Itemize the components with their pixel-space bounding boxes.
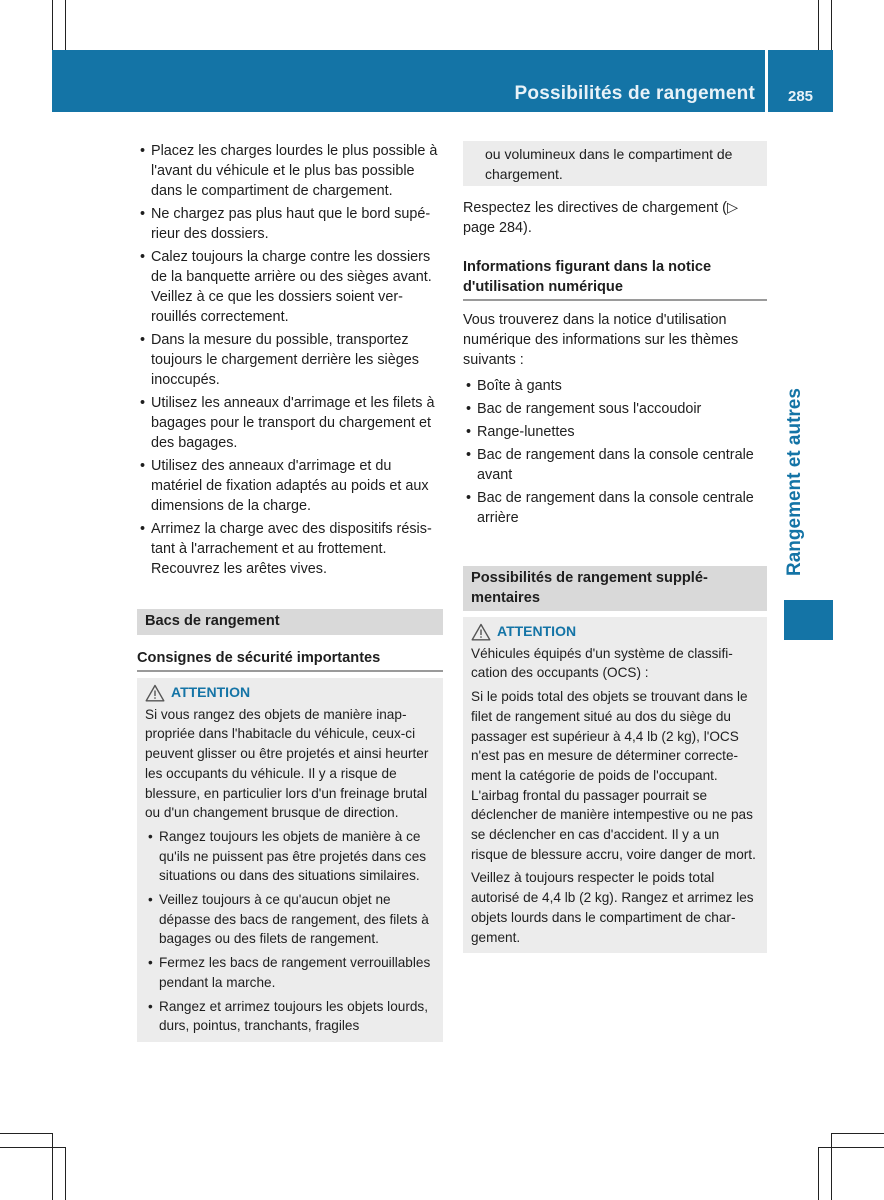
crop-mark	[831, 1133, 884, 1134]
warning-triangle-icon	[145, 684, 165, 702]
chapter-tab-label: Rangement et autres	[784, 388, 805, 577]
list-item: • Placez les charges lourdes le plus possible à l'avant du véhicule et le plus bas possible dans le compartiment de chargement.	[137, 141, 443, 201]
section-heading: Bacs de rangement	[137, 609, 443, 635]
warning-text: Véhicules équipés d'un système de classification des occupants (OCS) :	[471, 645, 733, 681]
page-number-box	[768, 50, 833, 112]
crop-mark	[65, 1147, 66, 1200]
subsection-heading: Consignes de sécurité importantes	[137, 648, 443, 672]
list-item: • Rangez et arrimez toujours les objets lourds, durs, pointus, tranchants, fragiles	[145, 997, 435, 1036]
subsection-heading: Informations figurant dans la notice d'utilisation numérique	[463, 257, 767, 301]
warning-text: Veillez à toujours respecter le poids total autorisé de 4,4 lb (2 kg). Rangez et arrimez les objets lourds dans le compartiment de chargement.	[471, 870, 754, 945]
warning-text: Si le poids total des objets se trouvant dans le filet de rangement situé au dos du siège du passager est supérieur à 4,4 lb (2 kg), l'OCS n'est pas en mesure de déterminer correctement la catégorie de poids de l'occupant. L'airbag frontal du passager pourrait se déclencher de manière intempestive ou ne pas se déclencher en cas d'accident. Il y a un risque de blessure accru, voire danger de mort.	[471, 689, 756, 862]
warning-box	[463, 617, 767, 953]
list-item: • Veillez toujours à ce qu'aucun objet ne dépasse des bacs de rangement, des filets à bagages ou des filets de rangement.	[145, 890, 435, 949]
list-item: • Fermez les bacs de rangement verrouillables pendant la marche.	[145, 953, 435, 992]
list-item: • Arrimez la charge avec des dispositifs résistant à l'arrachement et au frottement. Recouvrez les arêtes vives.	[137, 519, 443, 579]
warning-continuation: ou volumineux dans le compartiment de chargement.	[463, 141, 767, 186]
list-item: • Calez toujours la charge contre les dossiers de la banquette arrière ou des sièges avant. Veillez à ce que les dossiers soient verrouillés correctement.	[137, 247, 443, 327]
info-intro: Vous trouverez dans la notice d'utilisation numérique des informations sur les thèmes suivants :	[463, 312, 739, 368]
crop-mark	[818, 1147, 819, 1200]
section-heading: Possibilités de rangement supplémentaires	[463, 566, 767, 611]
directive-text: Respectez les directives de chargement (▷ page 284).	[463, 200, 739, 236]
warning-text: Si vous rangez des objets de manière inappropriée dans l'habitacle du véhicule, ceux-ci peuvent glisser ou être projetés et ainsi heurter les occupants du véhicule. Il y a risque de blessure, en particulier lors d'un freinage brutal ou d'un changement brusque de direction.	[145, 706, 429, 821]
left-column	[137, 141, 443, 1042]
warning-triangle-icon	[471, 623, 491, 641]
warning-label: ATTENTION	[497, 623, 577, 639]
list-item: • Bac de rangement dans la console centrale avant	[463, 445, 767, 485]
info-bullet-list	[463, 376, 767, 528]
warning-bullet-list	[145, 827, 435, 1036]
page-number: 285	[787, 88, 814, 105]
warning-title	[471, 622, 759, 642]
page-title: Possibilités de rangement	[514, 83, 755, 104]
crop-mark	[52, 1133, 53, 1200]
crop-mark	[52, 0, 53, 50]
crop-mark	[831, 1133, 832, 1200]
crop-mark	[0, 1147, 65, 1148]
list-item: • Utilisez les anneaux d'arrimage et les filets à bagages pour le transport du chargement et des bagages.	[137, 393, 443, 453]
list-item: • Boîte à gants	[463, 376, 767, 396]
list-item: • Bac de rangement dans la console centrale arrière	[463, 488, 767, 528]
warning-title	[145, 683, 435, 703]
crop-mark	[818, 0, 819, 50]
right-column	[463, 141, 767, 953]
crop-mark	[65, 0, 66, 50]
crop-mark	[818, 1147, 884, 1148]
warning-label: ATTENTION	[171, 684, 251, 700]
crop-mark	[831, 0, 832, 50]
list-item: • Rangez toujours les objets de manière à ce qu'ils ne puissent pas être projetés dans ces situations ou dans des situations similaires.	[145, 827, 435, 886]
chapter-tab-marker	[784, 600, 833, 640]
list-item: • Ne chargez pas plus haut que le bord supérieur des dossiers.	[137, 204, 443, 244]
header-bar	[52, 50, 765, 112]
list-item: • Bac de rangement sous l'accoudoir	[463, 399, 767, 419]
list-item: • Utilisez des anneaux d'arrimage et du matériel de fixation adaptés au poids et aux dimensions de la charge.	[137, 456, 443, 516]
list-item: • Dans la mesure du possible, transportez toujours le chargement derrière les sièges inoccupés.	[137, 330, 443, 390]
crop-mark	[0, 1133, 52, 1134]
list-item: • Range-lunettes	[463, 422, 767, 442]
warning-box	[137, 678, 443, 1042]
loading-bullet-list	[137, 141, 443, 579]
